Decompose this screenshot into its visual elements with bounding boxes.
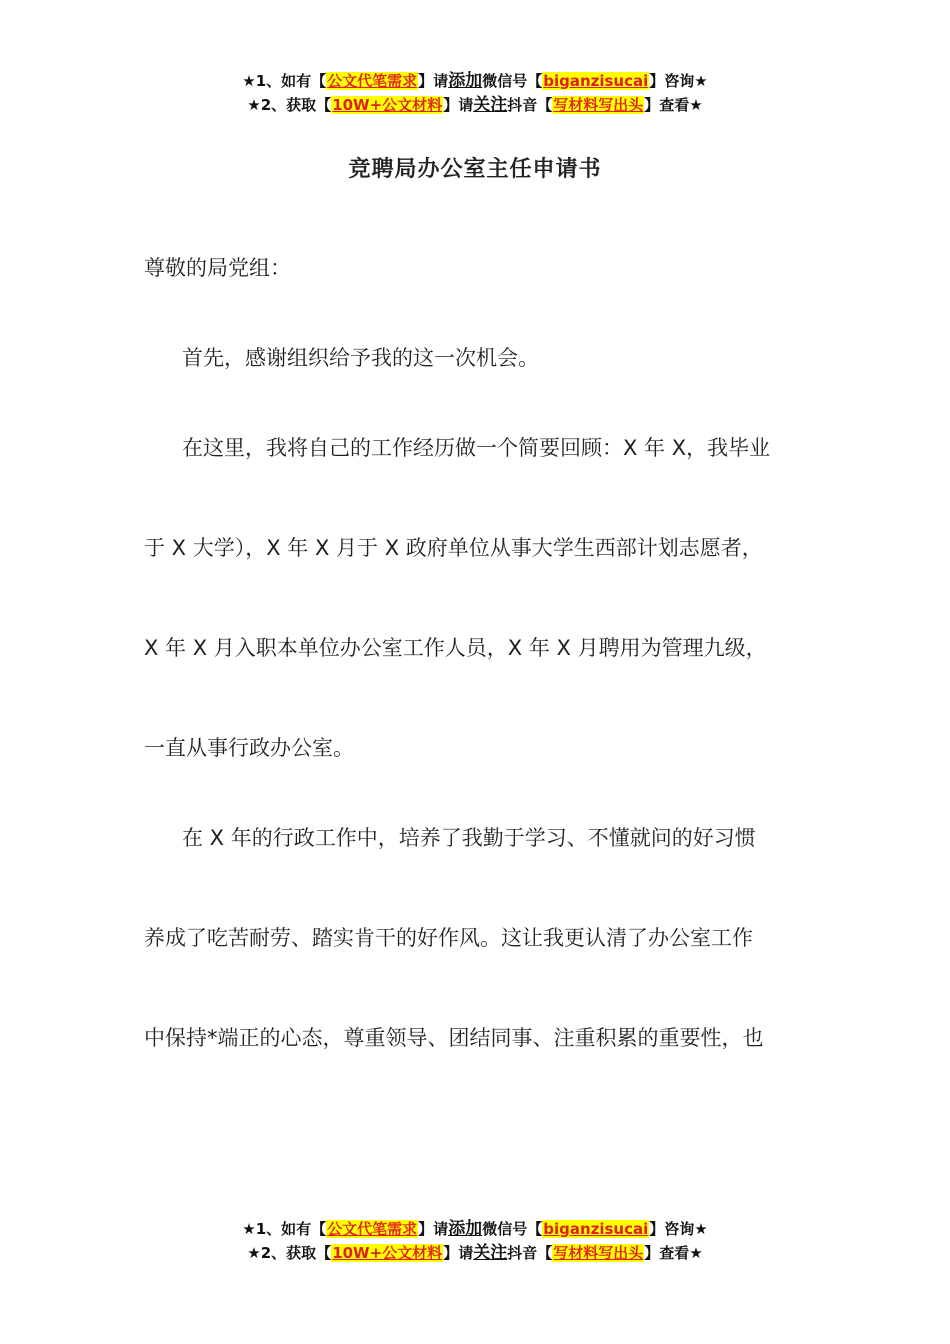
banner-text: 】请 xyxy=(443,1244,474,1262)
banner-emphasis: 添加 xyxy=(448,71,483,91)
banner-line-2 xyxy=(0,93,950,117)
banner-text: 】请 xyxy=(418,1220,449,1238)
salutation: 尊敬的局党组： xyxy=(144,256,291,280)
banner-emphasis: 添加 xyxy=(448,1219,483,1239)
banner-text: ★1、如有【 xyxy=(242,72,327,90)
body-line: 于 X 大学），X 年 X 月于 X 政府单位从事大学生西部计划志愿者， xyxy=(144,536,763,560)
banner-text: 】请 xyxy=(418,72,449,90)
banner-highlight-wechat: biganzisucai xyxy=(543,1220,649,1238)
body-line: 首先，感谢组织给予我的这一次机会。 xyxy=(182,346,539,370)
body-line: 中保持*端正的心态，尊重领导、团结同事、注重积累的重要性，也 xyxy=(144,1026,764,1050)
banner-highlight-materials: 10W+公文材料 xyxy=(332,1244,443,1262)
banner-highlight-service: 公文代笔需求 xyxy=(327,72,418,90)
banner-highlight-wechat: biganzisucai xyxy=(543,72,649,90)
banner-highlight-douyin: 写材料写出头 xyxy=(553,1244,644,1262)
banner-line-1 xyxy=(0,1217,950,1241)
banner-highlight-service: 公文代笔需求 xyxy=(327,1220,418,1238)
banner-highlight-materials: 10W+公文材料 xyxy=(332,96,443,114)
banner-emphasis: 关注 xyxy=(473,95,508,115)
banner-text: 抖音【 xyxy=(507,1244,553,1262)
banner-emphasis: 关注 xyxy=(473,1243,508,1263)
body-line: 一直从事行政办公室。 xyxy=(144,736,354,760)
banner-text: ★2、获取【 xyxy=(247,1244,332,1262)
banner-highlight-douyin: 写材料写出头 xyxy=(553,96,644,114)
banner-text: 微信号【 xyxy=(482,72,543,90)
banner-text: 】咨询★ xyxy=(649,1220,708,1238)
banner-text: 】请 xyxy=(443,96,474,114)
banner-line-2 xyxy=(0,1241,950,1265)
body-line: 在 X 年的行政工作中，培养了我勤于学习、不懂就问的好习惯 xyxy=(182,826,756,850)
banner-text: ★1、如有【 xyxy=(242,1220,327,1238)
banner-text: 】咨询★ xyxy=(649,72,708,90)
banner-text: 微信号【 xyxy=(482,1220,543,1238)
banner-text: 抖音【 xyxy=(507,96,553,114)
body-line: 养成了吃苦耐劳、踏实肯干的好作风。这让我更认清了办公室工作 xyxy=(144,926,753,950)
body-line: X 年 X 月入职本单位办公室工作人员，X 年 X 月聘用为管理九级， xyxy=(144,636,767,660)
footer-banner xyxy=(0,1217,950,1265)
banner-line-1 xyxy=(0,69,950,93)
document-title: 竞聘局办公室主任申请书 xyxy=(348,157,602,182)
banner-text: 】查看★ xyxy=(644,96,703,114)
banner-text: 】查看★ xyxy=(644,1244,703,1262)
header-banner xyxy=(0,69,950,117)
banner-text: ★2、获取【 xyxy=(247,96,332,114)
body-line: 在这里，我将自己的工作经历做一个简要回顾：X 年 X，我毕业 xyxy=(182,436,771,460)
